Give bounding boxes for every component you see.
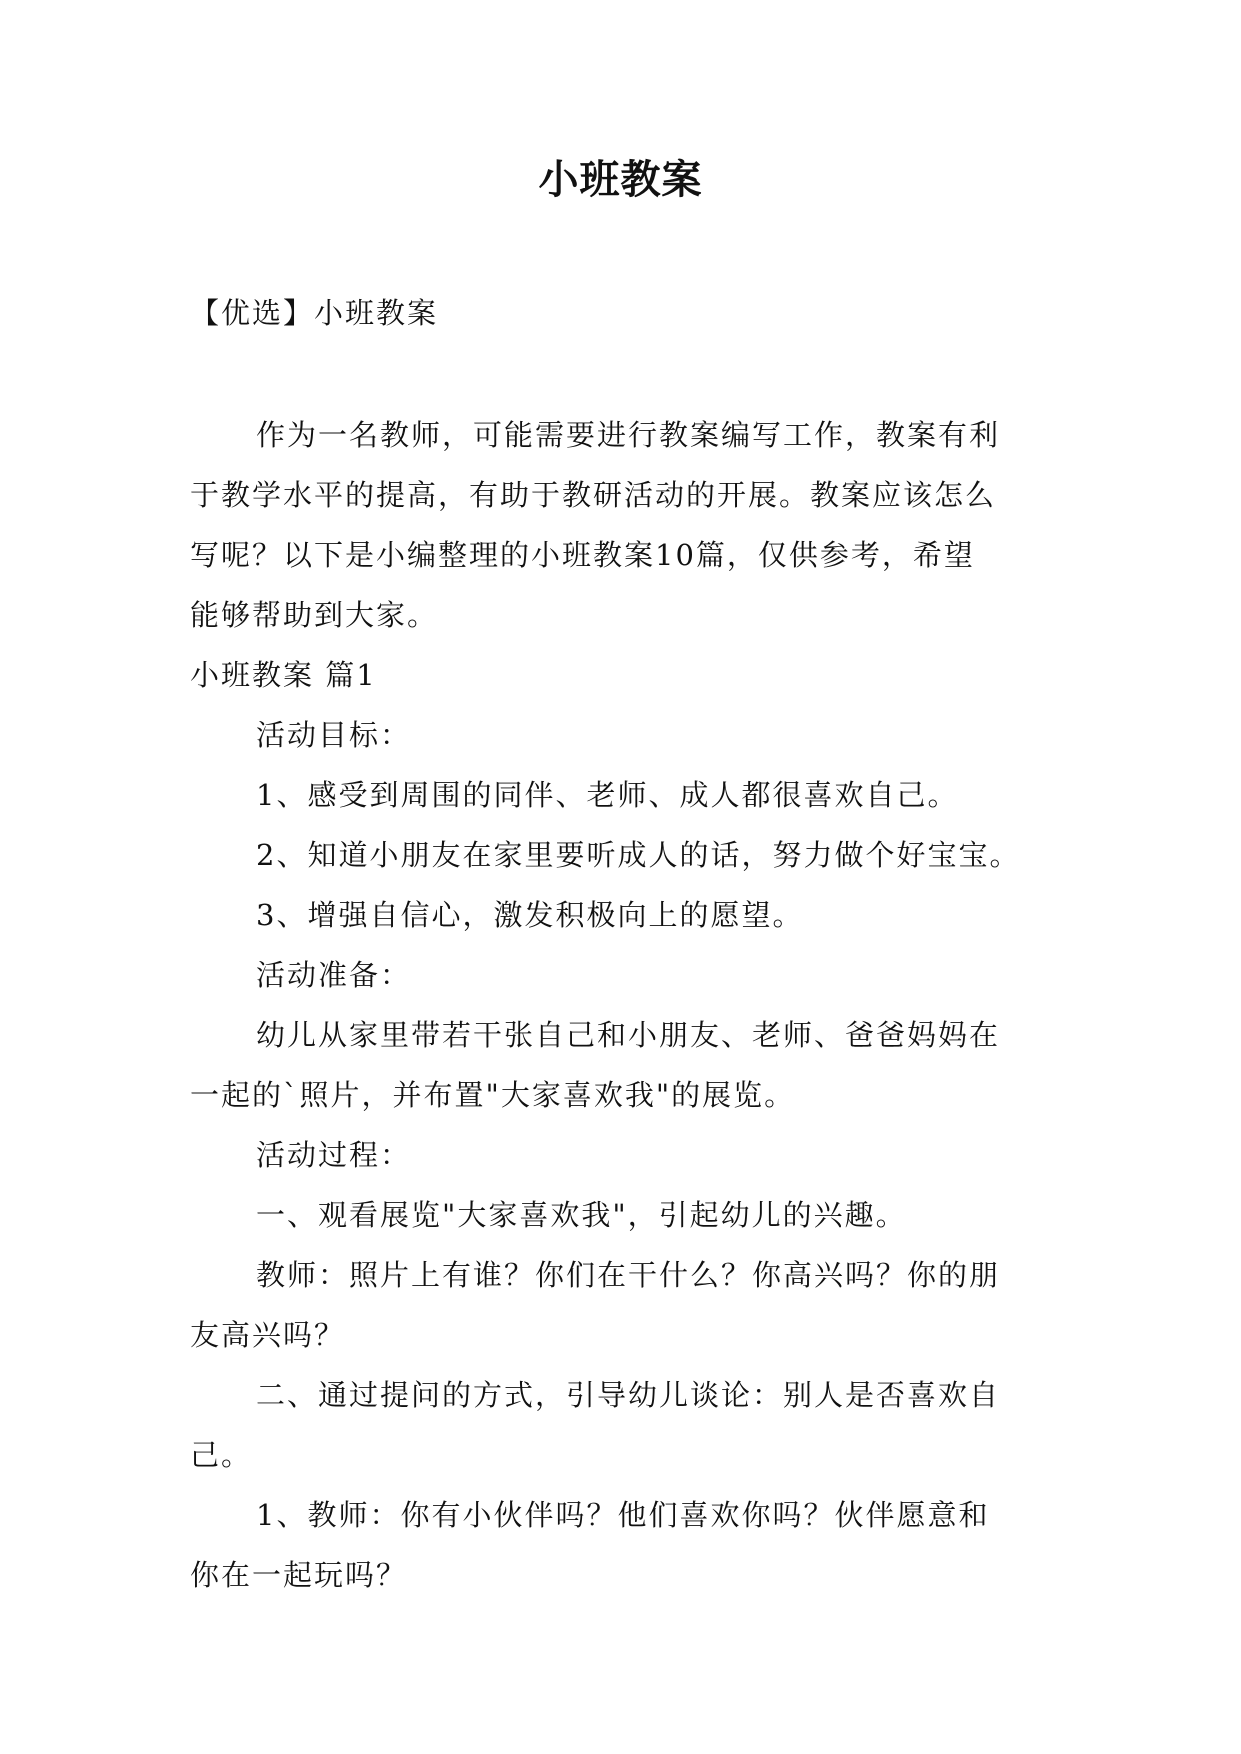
body-line: 友高兴吗？: [190, 1318, 346, 1352]
document-body: [190, 405, 1050, 1605]
page-title: 小班教案: [538, 157, 703, 203]
body-line: 活动目标：: [256, 718, 412, 752]
body-line: 活动准备：: [256, 958, 412, 992]
body-line: 2、知道小朋友在家里要听成人的话，努力做个好宝宝。: [256, 838, 1021, 872]
section-heading: 小班教案 篇1: [190, 658, 377, 692]
body-line: 己。: [190, 1438, 253, 1472]
body-line: 幼儿从家里带若干张自己和小朋友、老师、爸爸妈妈在: [256, 1018, 1001, 1052]
body-line: 于教学水平的提高，有助于教研活动的开展。教案应该怎么: [190, 478, 997, 512]
body-line: 3、增强自信心，激发积极向上的愿望。: [256, 898, 804, 932]
body-line: 二、通过提问的方式，引导幼儿谈论：别人是否喜欢自: [256, 1378, 1001, 1412]
body-line: 1、感受到周围的同伴、老师、成人都很喜欢自己。: [256, 778, 959, 812]
body-line: 能够帮助到大家。: [190, 598, 439, 632]
body-line: 一、观看展览"大家喜欢我"，引起幼儿的兴趣。: [256, 1198, 907, 1232]
body-line: 一起的`照片，并布置"大家喜欢我"的展览。: [190, 1078, 796, 1112]
body-line: 作为一名教师，可能需要进行教案编写工作，教案有利: [256, 418, 1001, 452]
body-line: 你在一起玩吗？: [190, 1558, 408, 1592]
document-subtitle: 【优选】小班教案: [190, 296, 439, 330]
body-line: 活动过程：: [256, 1138, 412, 1172]
body-line: 教师：照片上有谁？你们在干什么？你高兴吗？你的朋: [256, 1258, 1001, 1292]
body-line: 写呢？以下是小编整理的小班教案10篇，仅供参考，希望: [190, 538, 975, 572]
body-line: 1、教师：你有小伙伴吗？他们喜欢你吗？伙伴愿意和: [256, 1498, 990, 1532]
